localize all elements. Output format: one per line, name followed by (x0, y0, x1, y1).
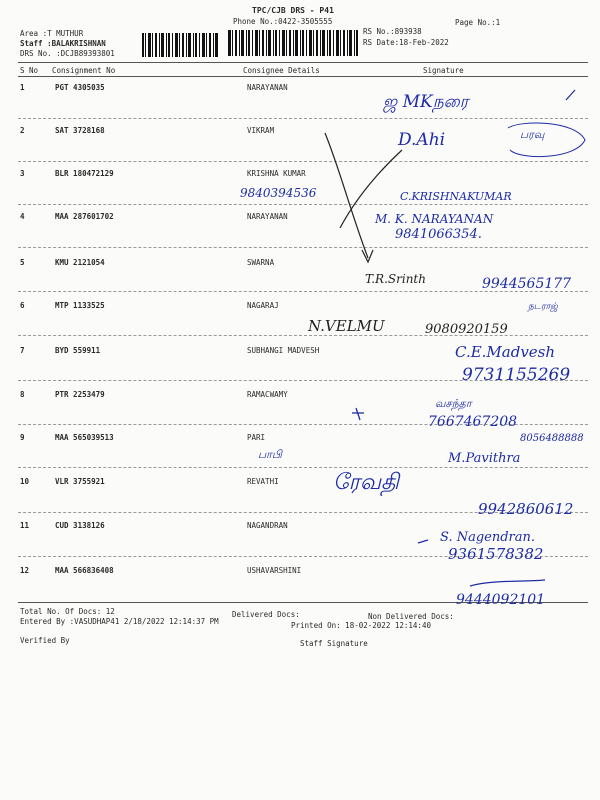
area-label: Area :T MUTHUR (20, 29, 84, 38)
handwriting-row3-phone: 9840394536 (240, 186, 317, 200)
row-sno: 2 (20, 126, 25, 135)
handwriting-row2-extra: பரவு (520, 128, 545, 141)
row-consignment: PGT 4305035 (55, 83, 105, 92)
handwriting-row8-phone: 7667467208 (428, 414, 518, 430)
row-consignment: MAA 287601702 (55, 212, 114, 221)
row-consignment: MAA 566836408 (55, 566, 114, 575)
row-consignee: NARAYANAN (247, 212, 288, 221)
row-sno: 1 (20, 83, 25, 92)
row-sno: 6 (20, 301, 25, 310)
handwriting-row1: ஜ MKநரை (383, 92, 469, 112)
ink-arrow-line (325, 133, 368, 258)
handwriting-row7-name: C.E.Madvesh (455, 343, 556, 361)
handwriting-row11-name: S. Nagendran. (440, 530, 536, 545)
row-consignee: NAGANDRAN (247, 521, 288, 530)
handwriting-row12-phone: 9444092101 (456, 592, 546, 608)
ink-dash (418, 540, 428, 543)
handwriting-row9-phone: 8056488888 (520, 433, 584, 444)
row-consignment: MAA 565039513 (55, 433, 114, 442)
row-sno: 8 (20, 390, 25, 399)
handwriting-row3-name: C.KRISHNAKUMAR (400, 190, 512, 203)
row-consignee: USHAVARSHINI (247, 566, 302, 575)
row-consignment: SAT 3728168 (55, 126, 105, 135)
handwriting-row5-phone: 9944565177 (482, 276, 572, 292)
column-sno: S No (20, 66, 39, 75)
column-consignee: Consignee Details (243, 66, 320, 75)
drs-number: DRS No. :DCJB89393801 (20, 49, 115, 58)
handwriting-row2-name: D.Ahi (398, 130, 446, 150)
staff-signature: Staff Signature (300, 639, 368, 648)
verified-by: Verified By (20, 636, 70, 645)
printed-on: Printed On: 18-02-2022 12:14:40 (291, 621, 431, 630)
page-number: Page No.:1 (455, 18, 501, 27)
row-consignment: CUD 3138126 (55, 521, 105, 530)
rs-number: RS No.:893938 (363, 27, 422, 36)
column-signature: Signature (423, 66, 464, 75)
row-consignee: SWARNA (247, 258, 275, 267)
handwriting-row11-phone: 9361578382 (448, 545, 544, 563)
row-consignment: BLR 180472129 (55, 169, 114, 178)
row-sno: 10 (20, 477, 30, 486)
row-sno: 12 (20, 566, 30, 575)
row-consignee: NAGARAJ (247, 301, 279, 310)
row-consignment: MTP 1133525 (55, 301, 105, 310)
ink-signature-stroke (470, 580, 545, 586)
handwriting-row6-name: N.VELMU (308, 317, 385, 335)
non-delivered-docs: Non Delivered Docs: (368, 612, 454, 621)
row-consignment: BYD 559911 (55, 346, 101, 355)
column-consignment: Consignment No (52, 66, 116, 75)
ink-mark (352, 408, 364, 420)
handwriting-row4-phone: 9841066354. (395, 227, 482, 242)
handwriting-row9-name: பாபி (258, 448, 282, 461)
row-consignee: NARAYANAN (247, 83, 288, 92)
handwriting-row6-extra: நடராஜ் (528, 302, 558, 312)
row-consignee: VIKRAM (247, 126, 275, 135)
row-consignee: SUBHANGI MADVESH (247, 346, 320, 355)
staff-label: Staff :BALAKRISHNAN (20, 39, 106, 48)
row-sno: 5 (20, 258, 25, 267)
handwriting-row6-phone: 9080920159 (425, 322, 508, 337)
handwriting-row8-name: வசந்தா (435, 397, 472, 410)
row-consignee: RAMACWAMY (247, 390, 288, 399)
row-consignment: KMU 2121054 (55, 258, 105, 267)
handwriting-row7-phone: 9731155269 (462, 365, 571, 385)
total-docs: Total No. Of Docs: 12 (20, 607, 115, 616)
row-sno: 7 (20, 346, 25, 355)
row-sno: 9 (20, 433, 25, 442)
row-consignment: VLR 3755921 (55, 477, 105, 486)
handwriting-row10-phone: 9942860612 (478, 500, 574, 518)
rs-date: RS Date:18-Feb-2022 (363, 38, 449, 47)
handwriting-row4-name: M. K. NARAYANAN (375, 212, 494, 226)
row-consignee: REVATHI (247, 477, 279, 486)
handwriting-row10-sign: ரேவதி (333, 470, 400, 495)
ink-tick (566, 90, 575, 100)
delivered-docs: Delivered Docs: (232, 610, 300, 619)
row-sno: 3 (20, 169, 25, 178)
handwriting-row9-sign: M.Pavithra (448, 451, 521, 466)
row-consignment: PTR 2253479 (55, 390, 105, 399)
row-sno: 11 (20, 521, 30, 530)
document-title: TPC/CJB DRS - P41 (252, 6, 334, 15)
phone-number: Phone No.:0422-3505555 (233, 17, 333, 26)
row-sno: 4 (20, 212, 25, 221)
row-consignee: PARI (247, 433, 266, 442)
entered-by: Entered By :VASUDHAP41 2/18/2022 12:14:37 PM (20, 617, 219, 626)
handwriting-row5-name: T.R.Srinth (365, 272, 426, 286)
row-consignee: KRISHNA KUMAR (247, 169, 306, 178)
